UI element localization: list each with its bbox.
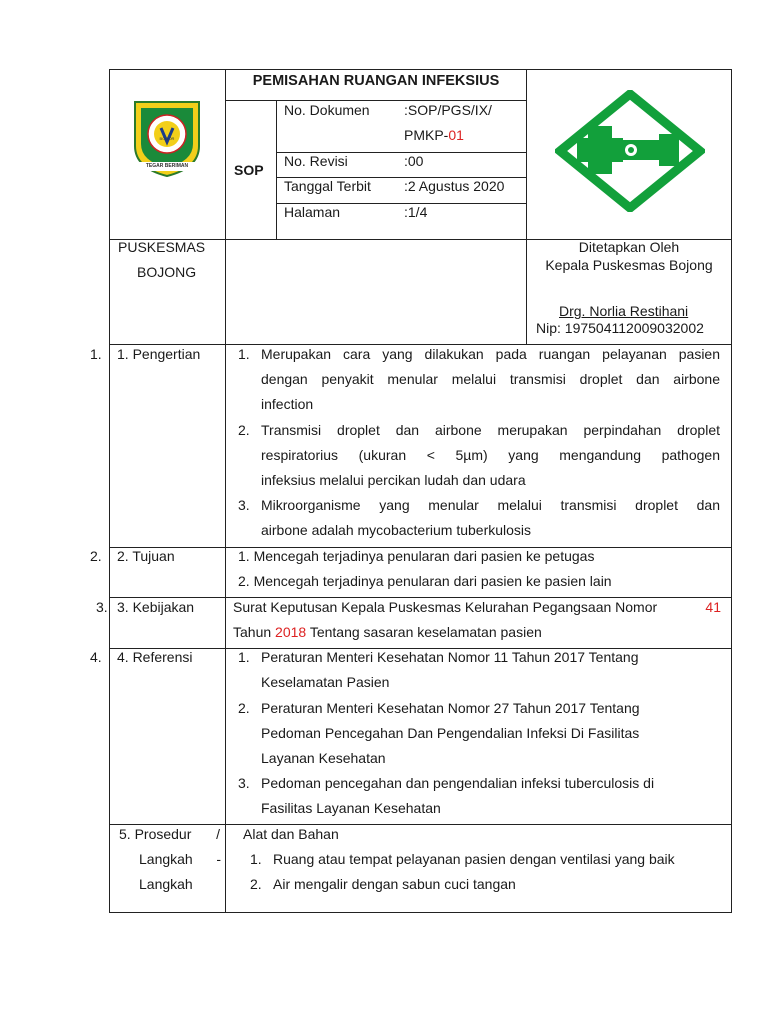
sop-label: SOP	[234, 162, 264, 178]
prosedur-item-1-num: 1.	[250, 851, 262, 867]
tujuan-item-2: 2. Mencegah terjadinya penularan dari pasien ke pasien lain	[238, 573, 612, 589]
emblem-inner-text: BOGOR	[159, 136, 175, 141]
field-value-halaman: :1/4	[404, 204, 428, 220]
prosedur-item-2-text: Air mengalir dengan sabun cuci tangan	[273, 876, 516, 892]
pengertian-item-3-line2: airbone adalah mycobacterium tuberkulosis	[261, 522, 532, 538]
kebijakan-decree-year: 2018	[275, 624, 307, 640]
prosedur-label-line3: Langkah	[139, 876, 193, 892]
referensi-item-1-line2: Keselamatan Pasien	[261, 674, 390, 690]
pengertian-item-2-line1: Transmisi droplet dan airbone merupakan perpindahan droplet	[261, 422, 720, 438]
referensi-item-3-line1: Pedoman pencegahan dan pengendalian infeksi tuberculosis di	[261, 775, 655, 791]
approval-line2: Kepala Puskesmas Bojong	[545, 257, 713, 273]
pengertian-label: 1. Pengertian	[117, 346, 201, 362]
table-border-bottom	[109, 912, 732, 913]
kebijakan-line1	[233, 595, 721, 620]
pengertian-item-1-num: 1.	[238, 346, 250, 362]
referensi-item-1-line1: Peraturan Menteri Kesehatan Nomor 11 Tahun 2017 Tentang	[261, 649, 639, 665]
field-label-no-dokumen: No. Dokumen	[284, 102, 370, 118]
row-number-2: 2.	[90, 548, 102, 564]
row-number-1: 1.	[90, 346, 102, 362]
kebijakan-label: 3. Kebijakan	[117, 599, 195, 615]
prosedur-item-2-num: 2.	[250, 876, 262, 892]
prosedur-heading: Alat dan Bahan	[243, 826, 339, 842]
referensi-item-2-line2: Pedoman Pencegahan Dan Pengendalian Infeksi Di Fasilitas	[261, 725, 640, 741]
approval-line1: Ditetapkan Oleh	[578, 239, 680, 255]
field-value-no-dokumen: :SOP/PGS/IX/	[404, 102, 492, 118]
pengertian-item-2-line3: infeksius melalui percikan ludah dan udara	[261, 472, 526, 488]
table-border-left	[109, 69, 110, 913]
referensi-item-2-num: 2.	[238, 700, 250, 716]
org-name-line2: BOJONG	[137, 264, 197, 280]
referensi-item-3-num: 3.	[238, 775, 250, 791]
referensi-item-1-num: 1.	[238, 649, 250, 665]
column-divider-sop	[276, 100, 277, 239]
referensi-label: 4. Referensi	[117, 649, 193, 665]
field-value-no-revisi: :00	[404, 153, 424, 169]
column-divider-main	[225, 69, 226, 913]
org-name-line1: PUSKESMAS	[118, 239, 206, 255]
prosedur-label-line1: 5. Prosedur /	[119, 826, 220, 842]
approver-name: Drg. Norlia Restihani	[559, 303, 689, 319]
field-label-tanggal-terbit: Tanggal Terbit	[284, 178, 371, 194]
emblem-motto-text: TEGAR BERIMAN	[145, 163, 189, 169]
tujuan-item-1: 1. Mencegah terjadinya penularan dari pasien ke petugas	[238, 548, 595, 564]
referensi-item-3-line2: Fasilitas Layanan Kesehatan	[261, 800, 441, 816]
prosedur-label-line2: Langkah -	[139, 851, 221, 867]
puskesmas-logo	[555, 90, 705, 212]
pengertian-item-2-line2: respiratorius (ukuran < 5µm) yang mengandung pathogen	[261, 447, 720, 463]
referensi-item-2-line1: Peraturan Menteri Kesehatan Nomor 27 Tahun 2017 Tentang	[261, 700, 640, 716]
pengertian-item-3-line1: Mikroorganisme yang menular melalui transmisi droplet dan	[261, 497, 720, 513]
kebijakan-line2: Tahun 2018 Tentang sasaran keselamatan pasien	[233, 624, 542, 640]
pengertian-item-1-line2: dengan penyakit menular melalui transmisi droplet dan airbone	[261, 371, 720, 387]
pengertian-item-2-num: 2.	[238, 422, 250, 438]
field-label-no-revisi: No. Revisi	[284, 153, 348, 169]
regency-emblem-logo	[131, 98, 203, 178]
pengertian-item-1-line1: Merupakan cara yang dilakukan pada ruangan pelayanan pasien	[261, 346, 720, 362]
kebijakan-decree-number: 41	[705, 599, 721, 615]
kebijakan-line1-text: Surat Keputusan Kepala Puskesmas Kelurahan Pegangsaan Nomor	[233, 599, 658, 615]
tujuan-label: 2. Tujuan	[117, 548, 175, 564]
pengertian-item-3-num: 3.	[238, 497, 250, 513]
column-divider-header-right	[526, 69, 527, 344]
table-border-right	[731, 69, 732, 913]
referensi-item-2-line3: Layanan Kesehatan	[261, 750, 386, 766]
field-value-no-dokumen-line2: PMKP-01	[404, 127, 464, 143]
approver-nip: Nip: 197504112009032002	[536, 320, 704, 336]
document-title: PEMISAHAN RUANGAN INFEKSIUS	[252, 73, 500, 89]
pengertian-item-1-line3: infection	[261, 396, 314, 412]
row-number-3: 3.	[96, 599, 108, 615]
prosedur-item-1-text: Ruang atau tempat pelayanan pasien dengan ventilasi yang baik	[273, 851, 675, 867]
row-number-4: 4.	[90, 649, 102, 665]
field-label-halaman: Halaman	[284, 204, 341, 220]
field-value-tanggal-terbit: :2 Agustus 2020	[404, 178, 505, 194]
